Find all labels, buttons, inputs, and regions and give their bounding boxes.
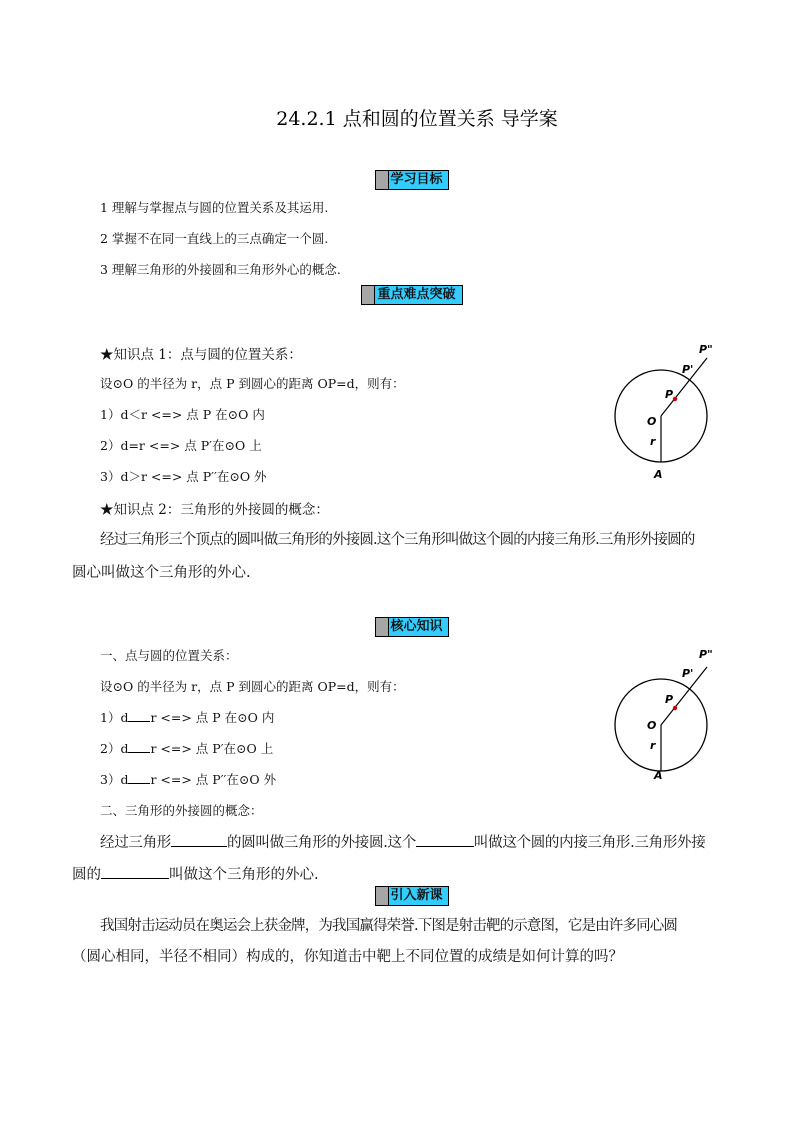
blank-2[interactable] [128,751,150,753]
goal-item-2: 2 掌握不在同一直线上的三点确定一个圆. [100,231,329,246]
blank-1[interactable] [128,720,150,722]
section-marker [376,887,389,905]
core-line-2 [72,863,319,884]
k2-heading: ★知识点 2：三角形的外接圆的概念： [100,502,329,518]
section-intro [375,886,449,906]
intro-line-2: （圆心相同，半径不相同）构成的，你知道击中靶上不同位置的成绩是如何计算的吗？ [72,949,623,965]
core-part-2: 二、三角形的外接圆的概念： [100,803,263,818]
label-a: A [654,468,663,481]
k1-row-2: 2）d=r <=> 点 P′在⊙O 上 [100,438,262,453]
goal-item-3: 3 理解三角形的外接圆和三角形外心的概念. [100,262,341,277]
page-title: 24.2.1 点和圆的位置关系 导学案 [276,108,558,130]
core-line-1-b: 的圆叫做三角形的外接圆.这个 [227,835,416,851]
section-marker [362,286,375,304]
core-setup: 设⊙O 的半径为 r，点 P 到圆心的距离 OP=d，则有： [100,679,405,694]
core-row-2 [100,739,273,757]
core-line-1 [100,831,705,852]
core-row-3-start: 3）d [100,772,129,787]
label-p1: P' [682,363,694,376]
blank-5[interactable] [416,845,474,847]
blank-3[interactable] [128,782,150,784]
core-row-3-end: r <=> 点 P′′在⊙O 外 [150,772,277,787]
label-p2: P" [699,648,713,661]
label-p: P [665,693,674,706]
section-marker [376,618,389,636]
core-line-1-c: 叫做这个圆的内接三角形.三角形外接 [473,835,706,851]
blank-6[interactable] [101,877,169,879]
blank-4[interactable] [171,845,227,847]
core-row-3 [100,770,276,788]
core-row-1 [100,708,274,726]
label-o: O [647,719,657,732]
label-o: O [647,415,657,428]
k1-row-3: 3）d＞r <=> 点 P′′在⊙O 外 [100,469,267,484]
goal-item-1: 1 理解与掌握点与圆的位置关系及其运用. [100,200,329,215]
core-row-2-start: 2）d [100,741,129,756]
section-marker [376,171,389,189]
core-part-1: 一、点与圆的位置关系： [100,648,238,663]
core-line-2-b: 叫做这个三角形的外心. [169,867,319,883]
section-goals [375,170,449,190]
section-core [375,617,449,637]
k2-line-2: 圆心叫做这个三角形的外心. [72,565,251,581]
label-p2: P" [699,343,713,356]
k1-setup: 设⊙O 的半径为 r，点 P 到圆心的距离 OP=d，则有： [100,376,405,391]
section-intro-label: 引入新课 [389,887,448,905]
point-p [673,397,677,401]
core-row-2-end: r <=> 点 P′在⊙O 上 [150,741,274,756]
intro-line-1: 我国射击运动员在奥运会上获金牌，为我国赢得荣誉.下图是射击靶的示意图，它是由许多同心圆 [100,918,678,934]
k1-heading: ★知识点 1：点与圆的位置关系： [100,347,302,363]
point-p [673,706,677,710]
label-p1: P' [682,667,694,680]
core-line-2-a: 圆的 [72,867,101,883]
section-goals-label: 学习目标 [389,171,448,189]
label-r: r [650,435,656,448]
core-row-1-end: r <=> 点 P 在⊙O 内 [150,710,275,725]
core-row-1-start: 1）d [100,710,129,725]
label-r: r [650,739,656,752]
circle-diagram-2 [600,643,730,788]
section-key-points [361,285,463,305]
label-p: P [665,388,674,401]
k2-line-1: 经过三角形三个顶点的圆叫做三角形的外接圆.这个三角形叫做这个圆的内接三角形.三角形外接圆的 [100,532,695,548]
section-core-label: 核心知识 [389,618,448,636]
core-line-1-a: 经过三角形 [100,835,171,851]
k1-row-1: 1）d＜r <=> 点 P 在⊙O 内 [100,407,265,422]
circle-diagram-1 [600,340,730,485]
section-key-points-label: 重点难点突破 [375,286,462,304]
label-a: A [654,769,663,782]
